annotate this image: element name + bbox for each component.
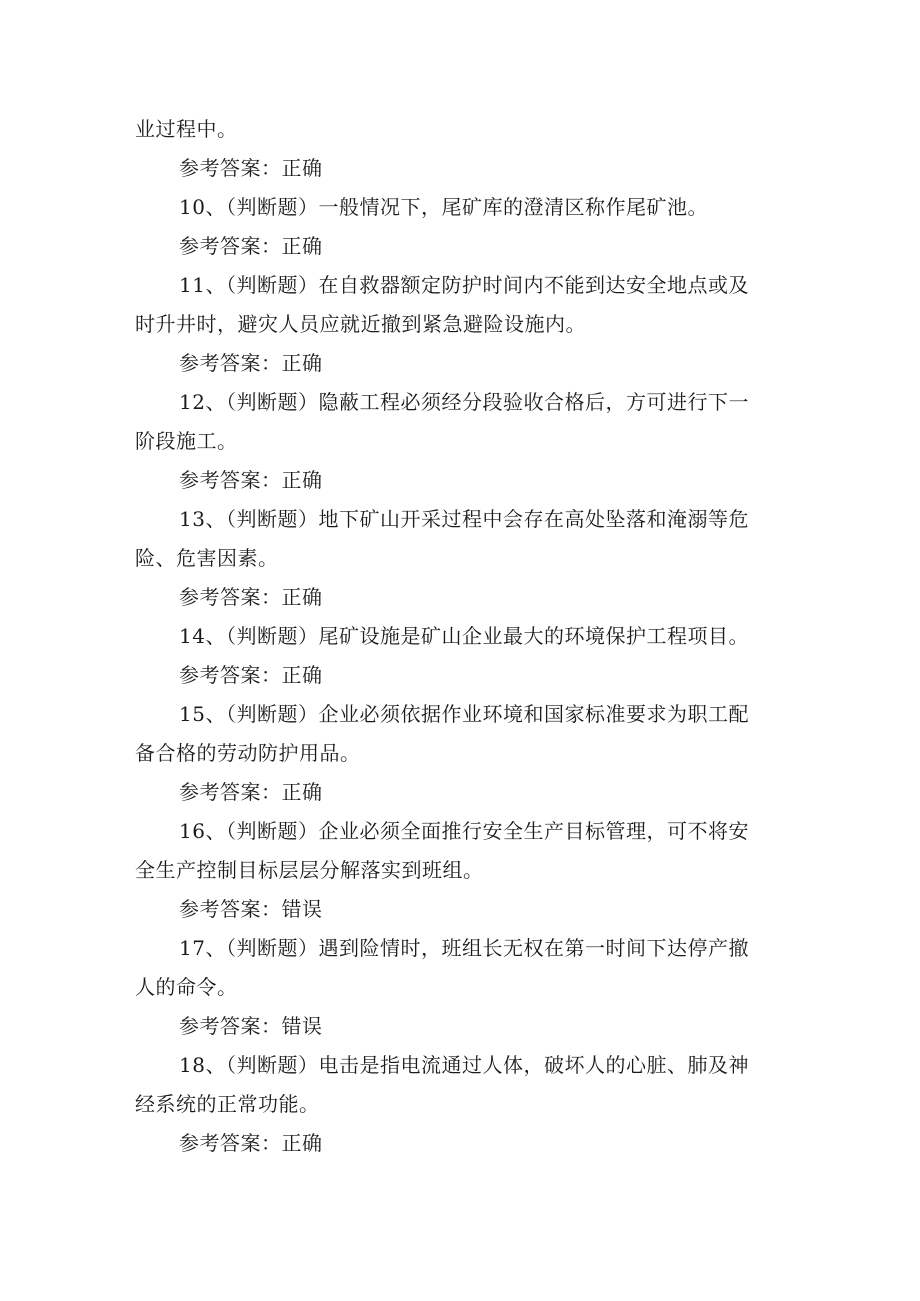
- question-text-line: 险、危害因素。: [135, 546, 279, 570]
- question-text-line: 10、（判断题）一般情况下，尾矿库的澄清区称作尾矿池。: [179, 195, 708, 219]
- answer-line: 参考答案：错误: [179, 897, 323, 921]
- question-text-line: 16、（判断题）企业必须全面推行安全生产目标管理，可不将安: [179, 819, 749, 843]
- question-text-line: 13、（判断题）地下矿山开采过程中会存在高处坠落和淹溺等危: [179, 507, 749, 531]
- answer-line: 参考答案：正确: [179, 234, 323, 258]
- question-text-line: 17、（判断题）遇到险情时，班组长无权在第一时间下达停产撤: [179, 936, 749, 960]
- answer-line: 参考答案：正确: [179, 780, 323, 804]
- document-body: [135, 110, 790, 1163]
- answer-line: 参考答案：正确: [179, 585, 323, 609]
- answer-line: 参考答案：正确: [179, 351, 323, 375]
- question-text-line: 12、（判断题）隐蔽工程必须经分段验收合格后，方可进行下一: [179, 390, 749, 414]
- question-text-line: 15、（判断题）企业必须依据作业环境和国家标准要求为职工配: [179, 702, 749, 726]
- question-text-line: 经系统的正常功能。: [135, 1092, 320, 1116]
- question-text-line: 全生产控制目标层层分解落实到班组。: [135, 858, 484, 882]
- answer-line: 参考答案：正确: [179, 156, 323, 180]
- question-text-line: 18、（判断题）电击是指电流通过人体，破坏人的心脏、肺及神: [179, 1053, 749, 1077]
- answer-line: 参考答案：正确: [179, 663, 323, 687]
- question-text-line: 时升井时，避灾人员应就近撤到紧急避险设施内。: [135, 312, 586, 336]
- question-text-line: 阶段施工。: [135, 429, 238, 453]
- answer-line: 参考答案：正确: [179, 1131, 323, 1155]
- question-text-line: 人的命令。: [135, 975, 238, 999]
- answer-line: 参考答案：正确: [179, 468, 323, 492]
- question-text-line: 14、（判断题）尾矿设施是矿山企业最大的环境保护工程项目。: [179, 624, 749, 648]
- answer-line: 参考答案：错误: [179, 1014, 323, 1038]
- question-text-line: 业过程中。: [135, 117, 238, 141]
- question-text-line: 备合格的劳动防护用品。: [135, 741, 361, 765]
- question-text-line: 11、（判断题）在自救器额定防护时间内不能到达安全地点或及: [179, 273, 749, 297]
